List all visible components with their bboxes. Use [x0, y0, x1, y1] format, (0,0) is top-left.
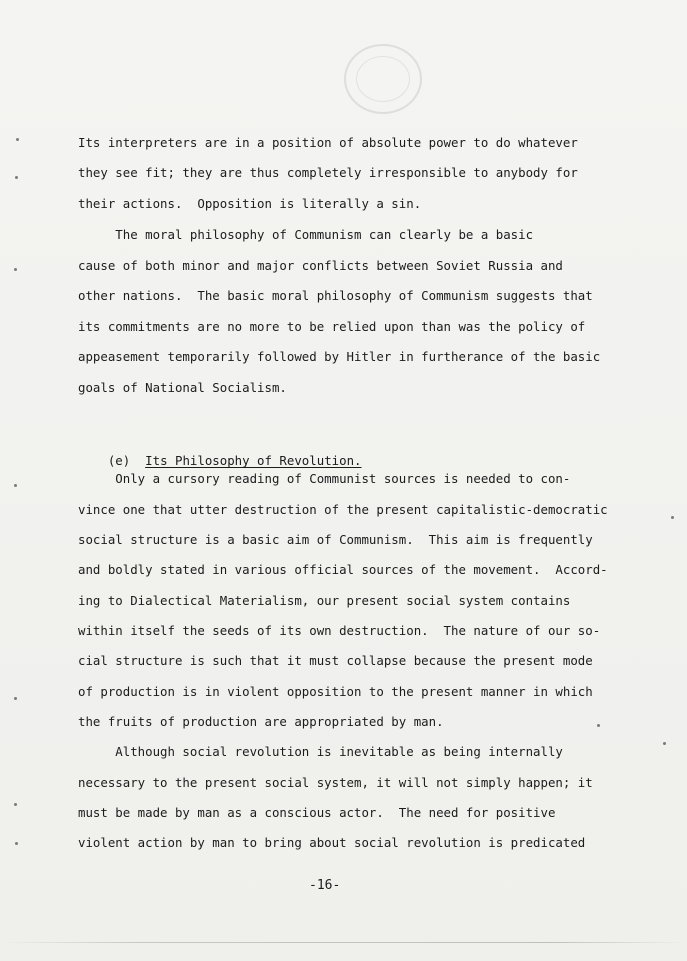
text-line: within itself the seeds of its own destruction. The nature of our so- [78, 623, 601, 638]
margin-mark [597, 724, 600, 727]
text-line: ing to Dialectical Materialism, our present social system contains [78, 593, 571, 608]
text-line: necessary to the present social system, it will not simply happen; it [78, 775, 593, 790]
text-line: appeasement temporarily followed by Hitler in furtherance of the basic [78, 349, 601, 364]
text-line: of production is in violent opposition to the present manner in which [78, 684, 593, 699]
page-number: -16- [309, 878, 341, 893]
text-line: and boldly stated in various official sources of the movement. Accord- [78, 562, 608, 577]
text-line: their actions. Opposition is literally a sin. [78, 196, 422, 211]
text-line: goals of National Socialism. [78, 380, 287, 395]
text-line: Its interpreters are in a position of absolute power to do whatever [78, 135, 578, 150]
text-line: they see fit; they are thus completely irresponsible to anybody for [78, 165, 578, 180]
text-line: Only a cursory reading of Communist sources is needed to con- [78, 471, 571, 486]
text-line: social structure is a basic aim of Communism. This aim is frequently [78, 532, 593, 547]
margin-mark [663, 742, 666, 745]
section-marker: (e) [107, 453, 146, 469]
text-line: Although social revolution is inevitable as being internally [78, 744, 563, 759]
margin-mark [16, 138, 19, 141]
text-line: must be made by man as a conscious actor. The need for positive [78, 805, 556, 820]
margin-mark [14, 697, 17, 700]
text-line: vince one that utter destruction of the present capitalistic-democratic [78, 502, 608, 517]
text-line: the fruits of production are appropriated by man. [78, 714, 444, 729]
margin-mark [671, 516, 674, 519]
page-bottom-edge [0, 942, 687, 943]
text-line: cause of both minor and major conflicts between Soviet Russia and [78, 258, 563, 273]
text-line: its commitments are no more to be relied upon than was the policy of [78, 319, 586, 334]
text-line: violent action by man to bring about social revolution is predicated [78, 835, 586, 850]
margin-mark [15, 842, 18, 845]
margin-mark [14, 803, 17, 806]
text-line: cial structure is such that it must collapse because the present mode [78, 653, 593, 668]
margin-mark [15, 176, 18, 179]
archive-stamp-icon [344, 44, 422, 114]
section-title: Its Philosophy of Revolution. [145, 453, 362, 469]
text-line: The moral philosophy of Communism can clearly be a basic [78, 227, 534, 242]
margin-mark [14, 484, 17, 487]
margin-mark [14, 268, 17, 271]
text-line: other nations. The basic moral philosophy of Communism suggests that [78, 288, 593, 303]
